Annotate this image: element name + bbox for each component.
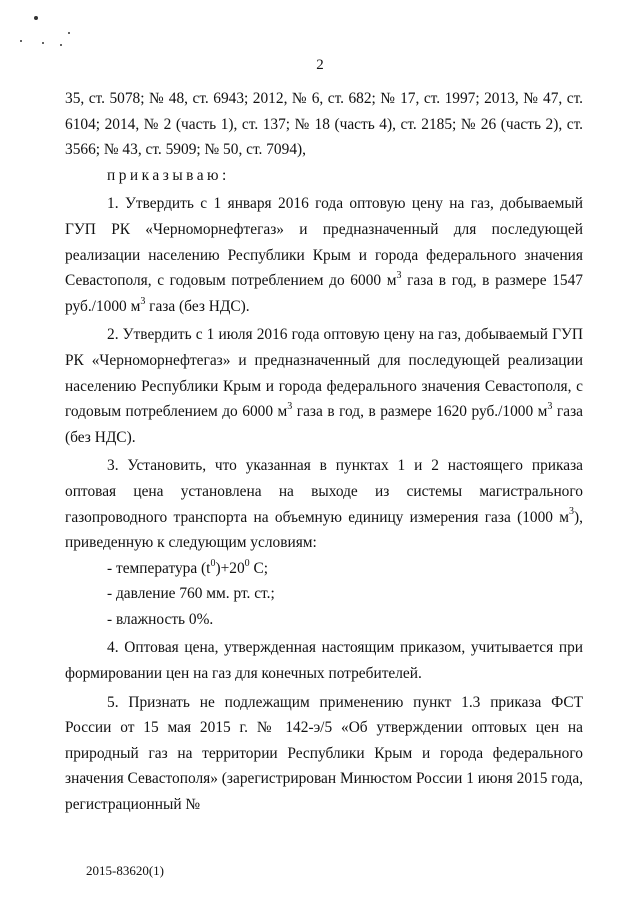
item-4-paragraph: 4. Оптовая цена, утвержденная настоящим приказом, учитывается при формировании цен на газ для конечных потребителей. bbox=[65, 639, 583, 683]
document-body bbox=[65, 86, 583, 818]
page-number: 2 bbox=[316, 57, 324, 73]
condition-temperature: - температура $(t^0)+20^0$ С; bbox=[107, 557, 269, 577]
intro-paragraph: 35, ст. 5078; № 48, ст. 6943; 2012, № 6, ст. 682; № 17, ст. 1997; 2013, № 47, ст. 6104; 2014, № 2 (часть 1), ст. 137; № 18 (часть 4), ст. 2185; № 26 (часть 2), ст. 3566; № 43, ст. 5909; № 50, ст. 7094), bbox=[65, 90, 583, 159]
prikazyvayu-line: приказываю: bbox=[107, 166, 230, 184]
item-1-paragraph: 1. Утвердить с 1 января 2016 года оптовую цену на газ, добываемый ГУП РК «Черноморнефтегаз» и предназначенный для последующей реализации населению Республики Крым и города федерального значения Севастополя, с годовым потреблением до 6000 $м^3$ газа в год, в размере 1547 руб./1000 $м^3$ газа (без НДС). bbox=[65, 195, 583, 315]
scan-specks bbox=[16, 10, 76, 50]
document-code: 2015-83620(1) bbox=[86, 863, 164, 878]
item-2-paragraph: 2. Утвердить с 1 июля 2016 года оптовую цену на газ, добываемый ГУП РК «Черноморнефтегаз» и предназначенный для последующей реализации населению Республики Крым и города федерального значения Севастополя, с годовым потреблением до 6000 $м^3$ газа в год, в размере 1620 руб./1000 $м^3$ газа (без НДС). bbox=[65, 326, 583, 446]
item-5-paragraph: 5. Признать не подлежащим применению пункт 1.3 приказа ФСТ России от 15 мая 2015 г. № 142-э/5 «Об утверждении оптовых цен на природный газ на территории Республики Крым и города федерального значения Севастополя» (зарегистрирован Минюстом России 1 июня 2015 года, регистрационный № bbox=[65, 693, 583, 814]
condition-pressure: - давление 760 мм. рт. ст.; bbox=[107, 585, 275, 603]
item-3-paragraph: 3. Установить, что указанная в пунктах 1 и 2 настоящего приказа оптовая цена установлена на выходе из системы магистрального газопроводного транспорта на объемную единицу измерения газа (1000 $м^3$), приведенную к следующим условиям: bbox=[65, 457, 583, 552]
condition-humidity: - влажность 0%. bbox=[107, 610, 214, 628]
